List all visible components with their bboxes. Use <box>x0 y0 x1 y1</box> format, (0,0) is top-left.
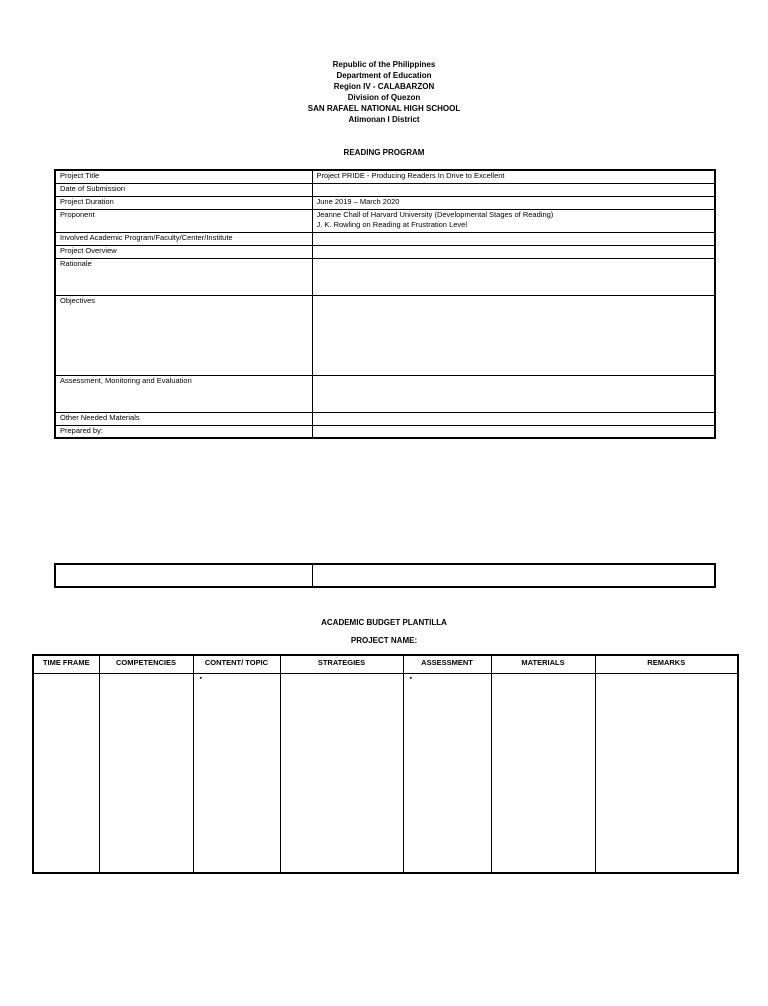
row-label: Rationale <box>55 258 312 295</box>
row-label: Prepared by: <box>55 425 312 438</box>
row-value <box>312 245 715 258</box>
row-label: Assessment, Monitoring and Evaluation <box>55 375 312 412</box>
row-label: Project Title <box>55 170 312 183</box>
column-header-time-frame: TIME FRAME <box>33 655 99 674</box>
row-value <box>312 209 715 232</box>
budget-plantilla-table <box>32 654 739 874</box>
table-header-row <box>33 655 738 674</box>
column-header-remarks: REMARKS <box>595 655 738 674</box>
header-line-district: Atimonan I District <box>348 115 420 124</box>
row-label: Date of Submission <box>55 183 312 196</box>
row-label: Project Duration <box>55 196 312 209</box>
content-topic-cell <box>193 674 280 874</box>
row-label: Proponent <box>55 209 312 232</box>
row-value: June 2019 – March 2020 <box>312 196 715 209</box>
proponent-line-2: J. K. Rowling on Reading at Frustration Level <box>316 219 467 229</box>
table-row <box>55 245 715 258</box>
document-header <box>0 59 768 125</box>
header-line-school: SAN RAFAEL NATIONAL HIGH SCHOOL <box>307 104 461 113</box>
competencies-cell <box>99 674 193 874</box>
table-row <box>55 170 715 183</box>
header-line-department: Department of Education <box>336 71 432 80</box>
column-header-materials: MATERIALS <box>491 655 595 674</box>
signature-cell-left <box>55 564 312 587</box>
reading-program-title: READING PROGRAM <box>343 148 425 157</box>
row-value <box>312 375 715 412</box>
project-name-label: PROJECT NAME: <box>350 636 418 645</box>
row-label: Objectives <box>55 295 312 375</box>
project-details-table <box>54 169 716 439</box>
row-label: Involved Academic Program/Faculty/Center/Institute <box>55 232 312 245</box>
strategies-cell <box>280 674 403 874</box>
row-label: Other Needed Materials <box>55 412 312 425</box>
row-value <box>312 425 715 438</box>
row-value <box>312 183 715 196</box>
bullet-icon: ▪ <box>199 675 202 682</box>
remarks-cell <box>595 674 738 874</box>
materials-cell <box>491 674 595 874</box>
row-value <box>312 412 715 425</box>
header-line-republic: Republic of the Philippines <box>332 60 436 69</box>
time-frame-cell <box>33 674 99 874</box>
header-line-division: Division of Quezon <box>347 93 421 102</box>
table-row <box>55 425 715 438</box>
bullet-icon: ▪ <box>409 675 412 682</box>
table-row <box>55 564 715 587</box>
table-row <box>55 412 715 425</box>
row-value: Project PRIDE - Producing Readers In Drive to Excellent <box>312 170 715 183</box>
budget-title: ACADEMIC BUDGET PLANTILLA <box>321 618 447 627</box>
assessment-cell <box>403 674 491 874</box>
column-header-strategies: STRATEGIES <box>280 655 403 674</box>
table-row <box>55 375 715 412</box>
table-row <box>55 183 715 196</box>
table-row <box>55 196 715 209</box>
column-header-competencies: COMPETENCIES <box>99 655 193 674</box>
row-value <box>312 232 715 245</box>
column-header-content-topic: CONTENT/ TOPIC <box>193 655 280 674</box>
row-value <box>312 258 715 295</box>
table-row <box>55 258 715 295</box>
table-row <box>55 232 715 245</box>
proponent-line-1: Jeanne Chall of Harvard University (Developmental Stages of Reading) <box>316 209 554 219</box>
table-row <box>33 674 738 874</box>
signature-cell-right <box>312 564 715 587</box>
row-value <box>312 295 715 375</box>
header-line-region: Region IV - CALABARZON <box>333 82 435 91</box>
column-header-assessment: ASSESSMENT <box>403 655 491 674</box>
row-label: Project Overview <box>55 245 312 258</box>
signature-table <box>54 563 716 588</box>
table-row <box>55 209 715 232</box>
table-row <box>55 295 715 375</box>
